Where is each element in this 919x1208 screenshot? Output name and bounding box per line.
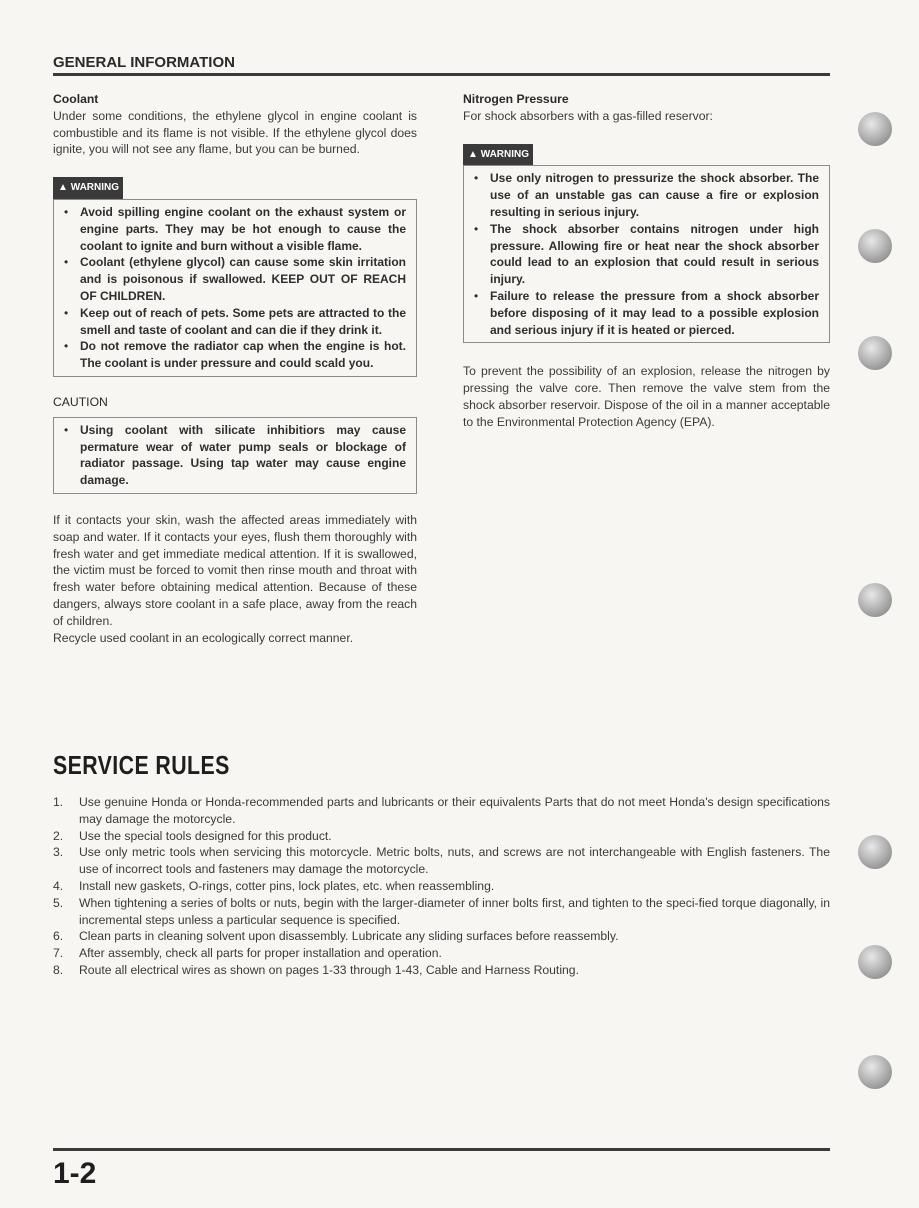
rule-item: 4. Install new gaskets, O-rings, cotter pins, lock plates, etc. when reassembling. — [53, 878, 495, 893]
rule-item: 8. Route all electrical wires as shown on pages 1-33 through 1-43, Cable and Harness Routing. — [53, 962, 579, 977]
nitrogen-section — [463, 91, 830, 431]
coolant-intro: Under some conditions, the ethylene glycol in engine coolant is combustible and its flame is not visible. If the ethylene glycol does ignite, you will not see any flame, but you can be burned. — [53, 108, 417, 157]
binder-hole-icon — [858, 835, 892, 869]
warning-item: • Use only nitrogen to pressurize the shock absorber. The use of an unstable gas can cause a fire or explosion resulting in serious injury. — [474, 170, 819, 220]
section-header: GENERAL INFORMATION — [53, 54, 235, 71]
coolant-heading: Coolant — [53, 92, 99, 106]
warning-label: ▲ WARNING — [53, 177, 123, 199]
binder-hole-icon — [858, 229, 892, 263]
caution-item: • Using coolant with silicate inhibitiors may cause permature wear of water pump seals or blockage of radiator passage. Using tap water may cause engine damage. — [64, 422, 406, 489]
warning-triangle-icon: ▲ — [58, 182, 68, 194]
nitrogen-body: To prevent the possibility of an explosion, release the nitrogen by pressing the valve core. Then remove the valve stem from the shock absorber reservoir. Dispose of the oil in a manner acceptable to the Environmental Protection Agency (EPA). — [463, 364, 830, 429]
warning-item: • Avoid spilling engine coolant on the exhaust system or engine parts. They may be hot enough to cause the coolant to ignite and burn without a visible flame. — [64, 204, 406, 254]
binder-hole-icon — [858, 583, 892, 617]
nitrogen-intro: For shock absorbers with a gas-filled reservor: — [463, 108, 713, 123]
binder-hole-icon — [858, 945, 892, 979]
warning-item: • Coolant (ethylene glycol) can cause some skin irritation and is poisonous if swallowed. KEEP OUT OF REACH OF CHILDREN. — [64, 254, 406, 304]
service-rules-title: SERVICE RULES — [53, 750, 230, 780]
recycle-text: Recycle used coolant in an ecologically correct manner. — [53, 630, 354, 645]
warning-item: • The shock absorber contains nitrogen under high pressure. Allowing fire or heat near the shock absorber could lead to an explosion that could result in serious injury. — [474, 221, 819, 288]
rule-item: 6. Clean parts in cleaning solvent upon disassembly. Lubricate any sliding surfaces before reassembly. — [53, 929, 619, 944]
header-rule — [53, 73, 830, 76]
coolant-section — [53, 91, 417, 646]
page-number: 1-2 — [53, 1157, 97, 1190]
service-rules-list — [53, 794, 830, 979]
rule-item: 7. After assembly, check all parts for proper installation and operation. — [53, 946, 442, 961]
rule-item: 5. When tightening a series of bolts or nuts, begin with the larger-diameter of inner bolts first, and tighten to the speci-fied torque diagonally, in incremental steps unless a particular sequence is specified. — [53, 895, 830, 927]
first-aid-text: If it contacts your skin, wash the affected areas immediately with soap and water. If it contacts your eyes, flush them thoroughly with fresh water and get immediate medical attention. If it is swallowed, the victim must be forced to vomit then rinse mouth and throat with fresh water before obtaining medical attention. Because of these dangers, always store coolant in a safe place, away from the reach of children. — [53, 512, 417, 628]
coolant-warning-box — [53, 199, 417, 377]
caution-box — [53, 417, 417, 494]
binder-hole-icon — [858, 112, 892, 146]
warning-label: ▲ WARNING — [463, 144, 533, 166]
warning-item: • Do not remove the radiator cap when the engine is hot. The coolant is under pressure and could scald you. — [64, 338, 406, 372]
footer-rule — [53, 1148, 830, 1151]
warning-item: • Failure to release the pressure from a shock absorber before disposing of it may lead to a possible explosion and serious injury if it is heated or pierced. — [474, 288, 819, 338]
warning-triangle-icon: ▲ — [468, 148, 478, 160]
rule-item: 1. Use genuine Honda or Honda-recommended parts and lubricants or their equivalents Parts that do not meet Honda's design specifications may damage the motorcycle. — [53, 795, 830, 826]
binder-hole-icon — [858, 1055, 892, 1089]
nitrogen-warning-box — [463, 165, 830, 343]
binder-hole-icon — [858, 336, 892, 370]
nitrogen-heading: Nitrogen Pressure — [463, 92, 569, 106]
warning-item: • Keep out of reach of pets. Some pets are attracted to the smell and taste of coolant and can die if they drink it. — [64, 305, 406, 339]
caution-label: CAUTION — [53, 394, 108, 409]
rule-item: 3. Use only metric tools when servicing this motorcycle. Metric bolts, nuts, and screws are not interchangeable with English fasteners. The use of incorrect tools and fasteners may damage the motorcycle. — [53, 845, 830, 877]
rule-item: 2. Use the special tools designed for this product. — [53, 828, 332, 843]
